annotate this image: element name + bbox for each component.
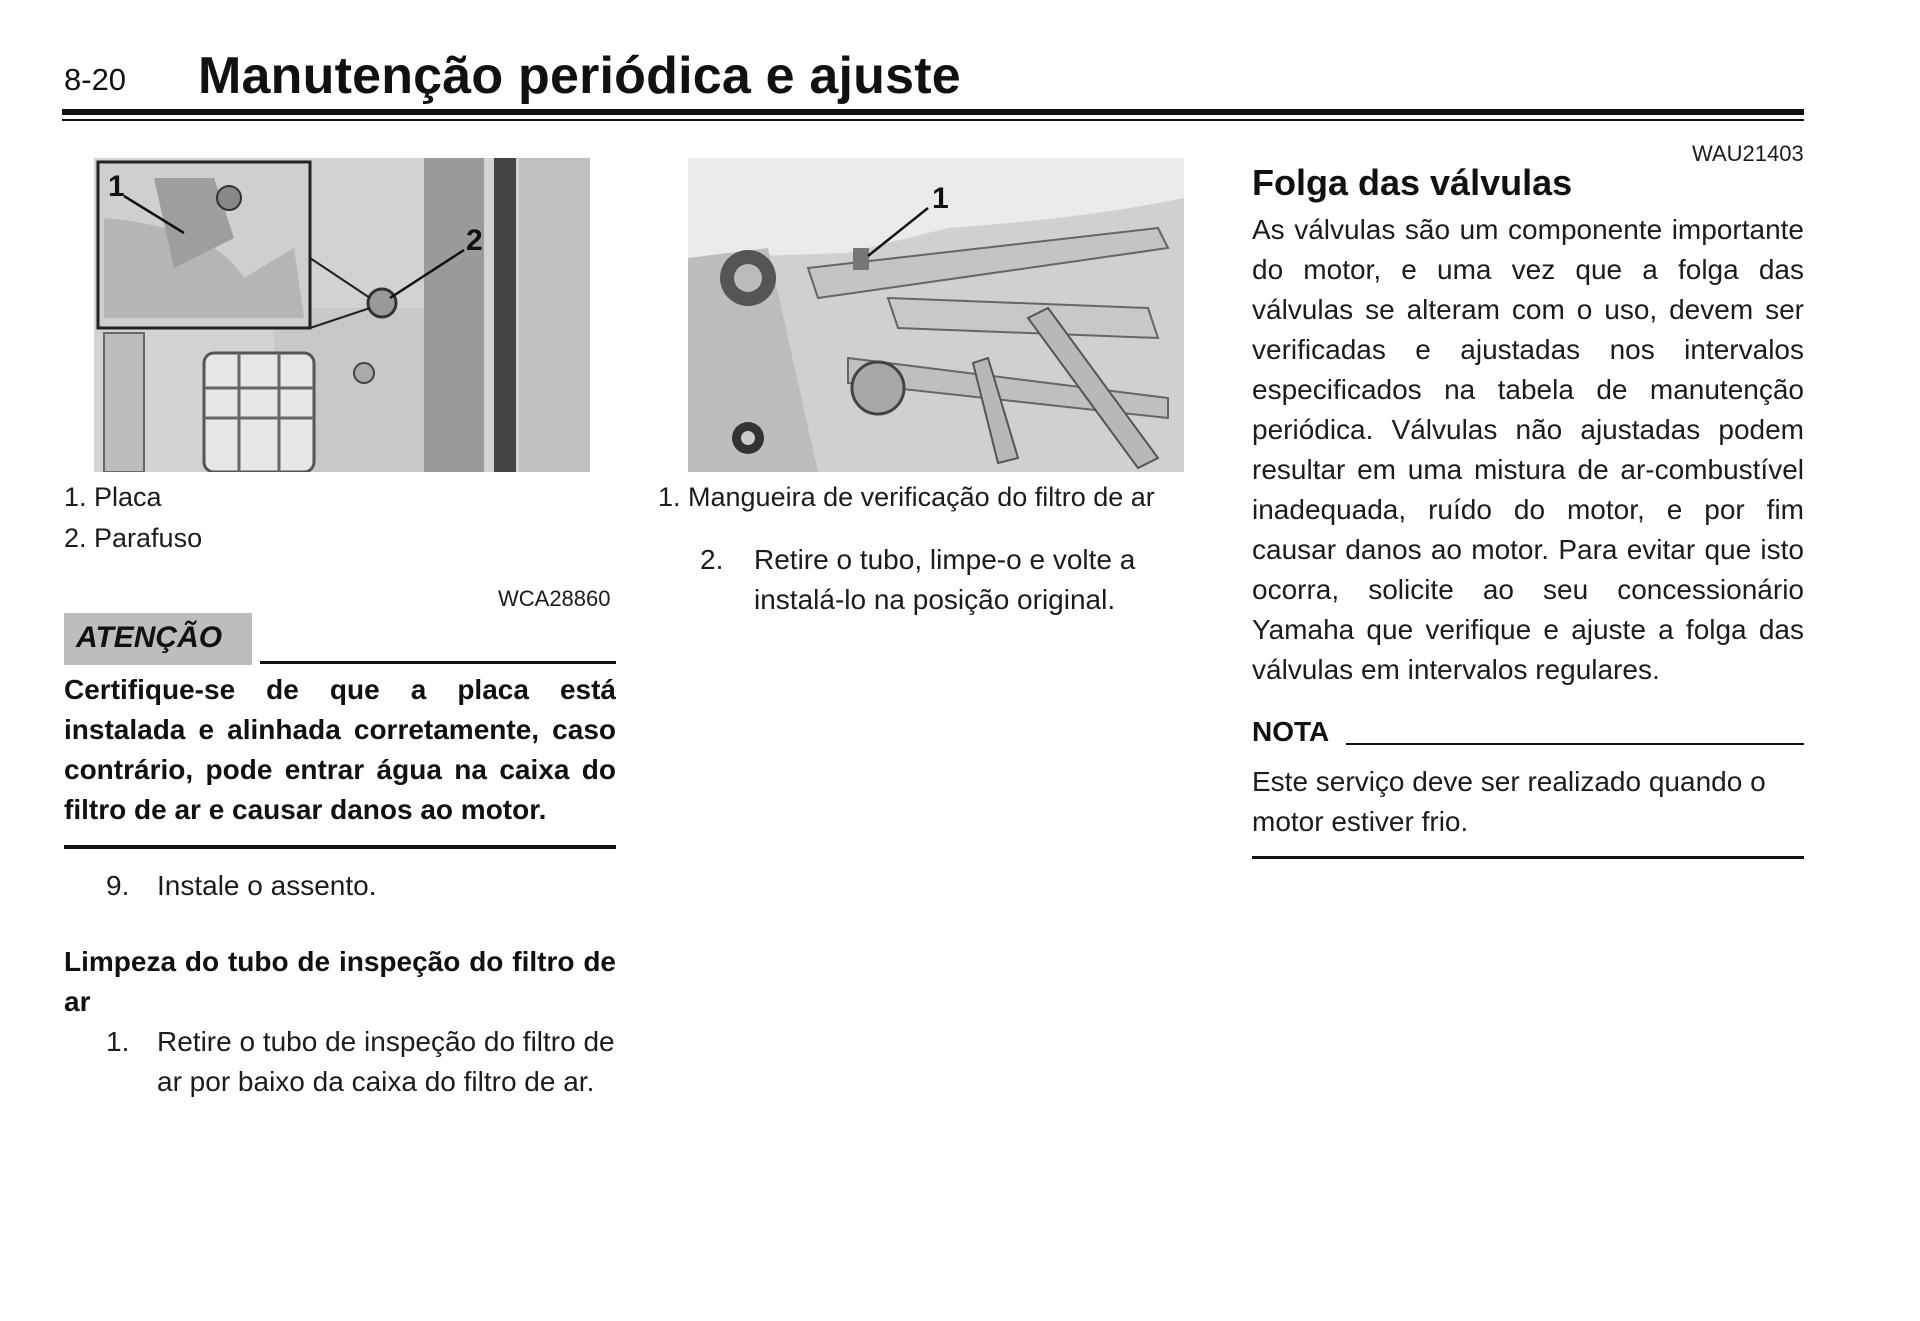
figure-1-callout-2: 2 [466,224,483,257]
page-title: Manutenção periódica e ajuste [198,47,961,105]
warning-label: ATENÇÃO [76,621,223,654]
warning-bottom-rule [64,845,616,849]
header-rule [62,109,1804,115]
air-step-1-text: Retire o tubo de inspeção do filtro de ar por baixo da caixa do filtro de ar. [157,1026,615,1097]
figure-1-illustration [94,158,590,472]
figure-air-filter-hose [688,158,1184,472]
figure-2-illustration [688,158,1184,472]
valves-body: As válvulas são um componente importante do motor, e uma vez que a folga das válvulas se alteram com o uso, devem ser verificadas e ajustadas nos intervalos especificados na tabela de manutenção periódica. Válvulas não ajustadas podem resultar em uma mistura de ar-combustível inadequada, ruído do motor, e por fim causar danos ao motor. Para evitar que isto ocorra, solicite ao seu concessionário Yamaha que verifique e ajuste a folga das válvulas em intervalos regulares. [1252,214,1804,685]
note-label: NOTA [1252,716,1330,747]
page-number: 8-20 [64,62,127,97]
valves-title: Folga das válvulas [1252,162,1573,203]
air-step-1-number: 1. [106,1026,130,1057]
warning-label-rule [260,661,616,664]
warning-text: Certifique-se de que a placa está instalada e alinhada corretamente, caso contrário, pode entrar água na caixa do filtro de ar e causar danos ao motor. [64,674,616,825]
note-bottom-rule [1252,856,1804,859]
warning-code: WCA28860 [498,586,611,611]
note-text: Este serviço deve ser realizado quando o motor estiver frio. [1252,766,1766,837]
step-2-number: 2. [700,544,724,575]
figure-1-callout-1: 1 [108,170,125,203]
figure-2-callout-1: 1 [932,182,949,215]
figure-1-caption-2: 2. Parafuso [64,523,203,553]
step-9-number: 9. [106,870,130,901]
note-label-rule [1346,743,1804,745]
valves-code: WAU21403 [1692,141,1804,166]
figure-air-filter-plate [94,158,590,472]
air-tube-heading: Limpeza do tubo de inspeção do filtro de ar [64,946,616,1017]
figure-2-caption: 1. Mangueira de verificação do filtro de ar [658,482,1155,512]
step-2-text: Retire o tubo, limpe-o e volte a instalá-lo na posição original. [754,544,1136,615]
header-rule-thin [62,119,1804,121]
step-9-text: Instale o assento. [157,870,377,901]
figure-1-caption-1: 1. Placa [64,482,162,512]
